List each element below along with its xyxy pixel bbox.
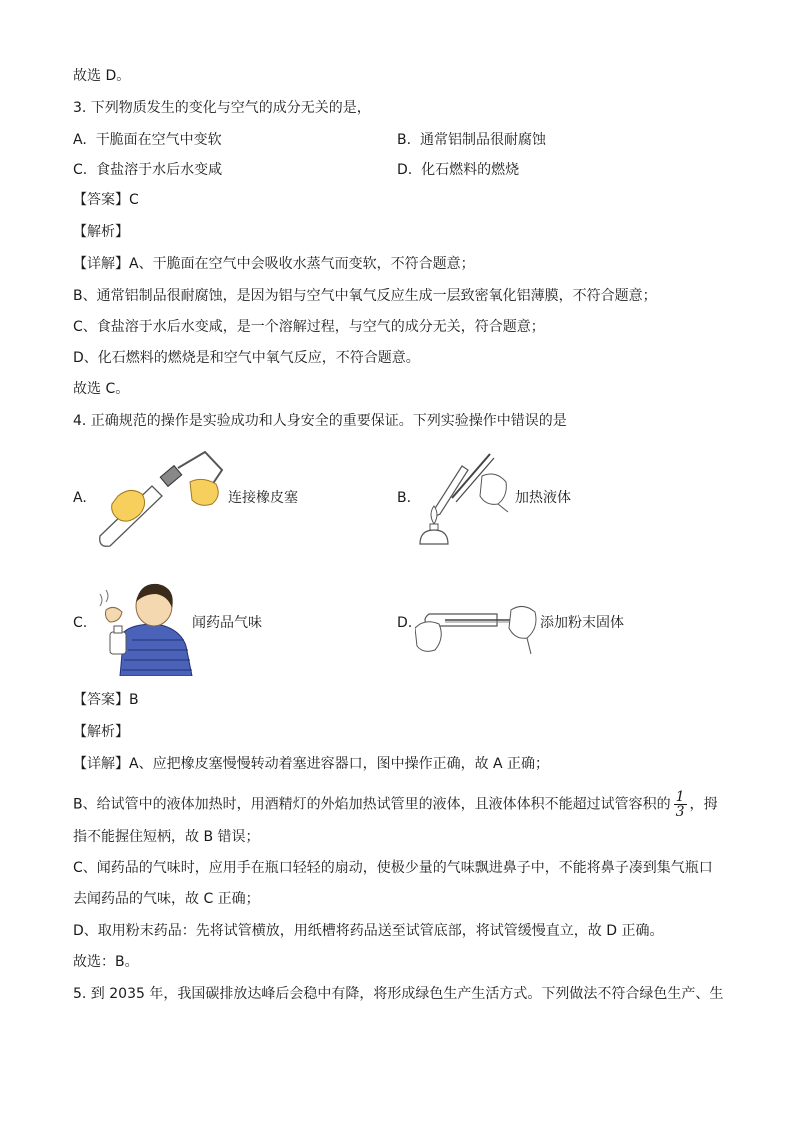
option-label: C.	[73, 162, 88, 178]
detail-tag: 【详解】	[73, 256, 129, 272]
q4-option-b-label: B.	[397, 490, 412, 506]
answer-tag: 【答案】	[73, 192, 129, 208]
detail-text: A、应把橡皮塞慢慢转动着塞进容器口，图中操作正确，故 A 正确；	[129, 756, 550, 772]
q3-analysis-tag: 【解析】	[73, 224, 129, 240]
fraction-numerator: 1	[675, 789, 685, 805]
rubber-stopper-icon	[90, 448, 230, 548]
q4-detail-a	[73, 754, 549, 774]
q3-conclusion: 故选 C。	[73, 381, 130, 397]
q4-option-a-caption: 连接橡皮塞	[228, 490, 298, 506]
fraction-one-third	[674, 790, 687, 819]
option-label: D.	[397, 162, 413, 178]
answer-value: B	[129, 692, 139, 708]
option-text: 食盐溶于水后水变咸	[96, 162, 223, 178]
q3-option-c	[73, 160, 222, 180]
option-text: 通常铝制品很耐腐蚀	[419, 132, 546, 148]
heating-liquid-icon	[412, 448, 517, 548]
option-text: 干脆面在空气中变软	[95, 132, 222, 148]
detail-tag: 【详解】	[73, 756, 129, 772]
detail-text-tail: ，拇	[689, 796, 718, 813]
answer-value: C	[129, 192, 139, 208]
q4-detail-c-line1: C、闻药品的气味时，应用手在瓶口轻轻的扇动，使极少量的气味飘进鼻子中，不能将鼻子凑到集气瓶口	[73, 860, 713, 876]
q4-option-a-label: A.	[73, 490, 87, 506]
detail-text: A、干脆面在空气中会吸收水蒸气而变软，不符合题意；	[129, 256, 475, 272]
q4-detail-d: D、取用粉末药品：先将试管横放，用纸槽将药品送至试管底部，将试管缓慢直立，故 D 正确。	[73, 923, 664, 939]
answer-tag: 【答案】	[73, 692, 129, 708]
option-text: 化石燃料的燃烧	[421, 162, 520, 178]
q3-option-b	[397, 130, 546, 150]
detail-text: B、给试管中的液体加热时，用酒精灯的外焰加热试管里的液体，且液体体积不能超过试管容积的	[73, 796, 671, 813]
smelling-chemical-icon	[96, 576, 194, 676]
q5-stem: 5. 到 2035 年，我国碳排放达峰后会稳中有降，将形成绿色生产生活方式。下列做法不符合绿色生产、生	[73, 986, 724, 1002]
q4-detail-b-line2: 指不能握住短柄，故 B 错误；	[73, 829, 260, 845]
q3-option-d	[397, 160, 519, 180]
q3-detail-b: B、通常铝制品很耐腐蚀，是因为铝与空气中氧气反应生成一层致密氧化铝薄膜，不符合题意；	[73, 288, 657, 304]
q4-option-c-label: C.	[73, 615, 88, 631]
q4-detail-c-line2: 去闻药品的气味，故 C 正确；	[73, 891, 260, 907]
prev-conclusion: 故选 D。	[73, 68, 131, 84]
option-label: A.	[73, 132, 87, 148]
adding-powder-icon	[415, 594, 539, 656]
q4-option-d-caption: 添加粉末固体	[540, 615, 624, 631]
q3-detail-d: D、化石燃料的燃烧是和空气中氧气反应，不符合题意。	[73, 350, 420, 366]
q4-option-b-caption: 加热液体	[515, 490, 571, 506]
q4-detail-b	[73, 790, 718, 819]
q4-stem: 4. 正确规范的操作是实验成功和人身安全的重要保证。下列实验操作中错误的是	[73, 413, 567, 429]
option-label: B.	[397, 132, 412, 148]
q3-answer	[73, 190, 139, 210]
q4-analysis-tag: 【解析】	[73, 724, 129, 740]
q3-detail-a	[73, 254, 475, 274]
q4-conclusion: 故选：B。	[73, 954, 139, 970]
q3-option-a	[73, 130, 222, 150]
q3-detail-c: C、食盐溶于水后水变咸，是一个溶解过程，与空气的成分无关，符合题意；	[73, 319, 545, 335]
fraction-denominator: 3	[675, 804, 685, 820]
q4-answer	[73, 690, 139, 710]
q4-option-c-caption: 闻药品气味	[192, 615, 262, 631]
q3-stem: 3. 下列物质发生的变化与空气的成分无关的是，	[73, 100, 371, 116]
q4-option-d-label: D.	[397, 615, 413, 631]
